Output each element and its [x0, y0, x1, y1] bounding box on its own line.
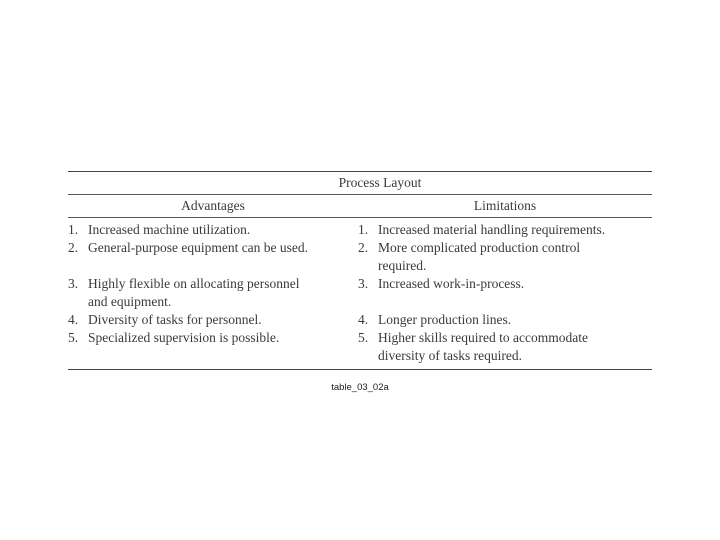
- advantage-cell: [68, 275, 358, 293]
- figure-caption: table_03_02a: [331, 382, 389, 393]
- table-row: [68, 257, 652, 275]
- advantage-number: 4.: [68, 312, 79, 327]
- limitation-text: More complicated production control: [378, 240, 581, 255]
- limitation-number: 4.: [358, 312, 369, 327]
- advantage-number: 2.: [68, 240, 79, 255]
- limitation-text: [378, 293, 652, 311]
- advantage-number: [68, 257, 88, 275]
- advantage-cell: [68, 347, 358, 365]
- advantage-text: [88, 257, 358, 275]
- bottom-rule: [68, 369, 652, 370]
- limitation-number: 2.: [358, 240, 369, 255]
- limitation-cell: [358, 239, 652, 257]
- table-row: [68, 347, 652, 365]
- limitation-number: 5.: [358, 330, 369, 345]
- limitation-text: Longer production lines.: [378, 312, 512, 327]
- advantage-text: [88, 347, 358, 365]
- header-limitations: Limitations: [473, 198, 537, 213]
- limitation-number: [358, 293, 378, 311]
- limitation-text: Higher skills required to accommodate: [378, 330, 588, 345]
- advantage-number: [68, 347, 88, 365]
- limitation-cell: [358, 221, 652, 239]
- table-body: [68, 218, 652, 369]
- table-title: Process Layout: [338, 175, 422, 190]
- header-advantages: Advantages: [181, 198, 245, 213]
- advantage-text: Increased machine utilization.: [88, 222, 251, 237]
- table-row: [68, 275, 652, 293]
- limitation-number: 3.: [358, 276, 369, 291]
- advantage-text: and equipment.: [88, 294, 172, 309]
- limitation-number: [358, 257, 378, 275]
- advantage-cell: [68, 293, 358, 311]
- advantage-cell: [68, 311, 358, 329]
- table-row: [68, 329, 652, 347]
- advantage-cell: [68, 239, 358, 257]
- table-row: [68, 221, 652, 239]
- limitation-text: diversity of tasks required.: [378, 348, 522, 363]
- limitation-text: Increased work-in-process.: [378, 276, 525, 291]
- limitation-text: required.: [378, 258, 427, 273]
- limitation-number: 1.: [358, 222, 369, 237]
- limitation-cell: [358, 311, 652, 329]
- advantage-number: 1.: [68, 222, 79, 237]
- limitation-cell: [358, 257, 652, 275]
- advantage-text: Highly flexible on allocating personnel: [88, 276, 300, 291]
- table-row: [68, 239, 652, 257]
- advantage-number: 5.: [68, 330, 79, 345]
- limitation-cell: [358, 293, 652, 311]
- limitation-cell: [358, 275, 652, 293]
- advantage-number: 3.: [68, 276, 79, 291]
- limitation-cell: [358, 329, 652, 347]
- advantage-text: Specialized supervision is possible.: [88, 330, 280, 345]
- limitation-cell: [358, 347, 652, 365]
- advantage-cell: [68, 257, 358, 275]
- process-layout-table: [68, 171, 652, 370]
- advantage-number: [68, 293, 88, 311]
- table-row: [68, 293, 652, 311]
- limitation-number: [358, 347, 378, 365]
- advantage-text: Diversity of tasks for personnel.: [88, 312, 262, 327]
- table-row: [68, 311, 652, 329]
- header-row: [68, 195, 652, 217]
- advantage-text: General-purpose equipment can be used.: [88, 240, 309, 255]
- limitation-text: Increased material handling requirements.: [378, 222, 606, 237]
- advantage-cell: [68, 221, 358, 239]
- advantage-cell: [68, 329, 358, 347]
